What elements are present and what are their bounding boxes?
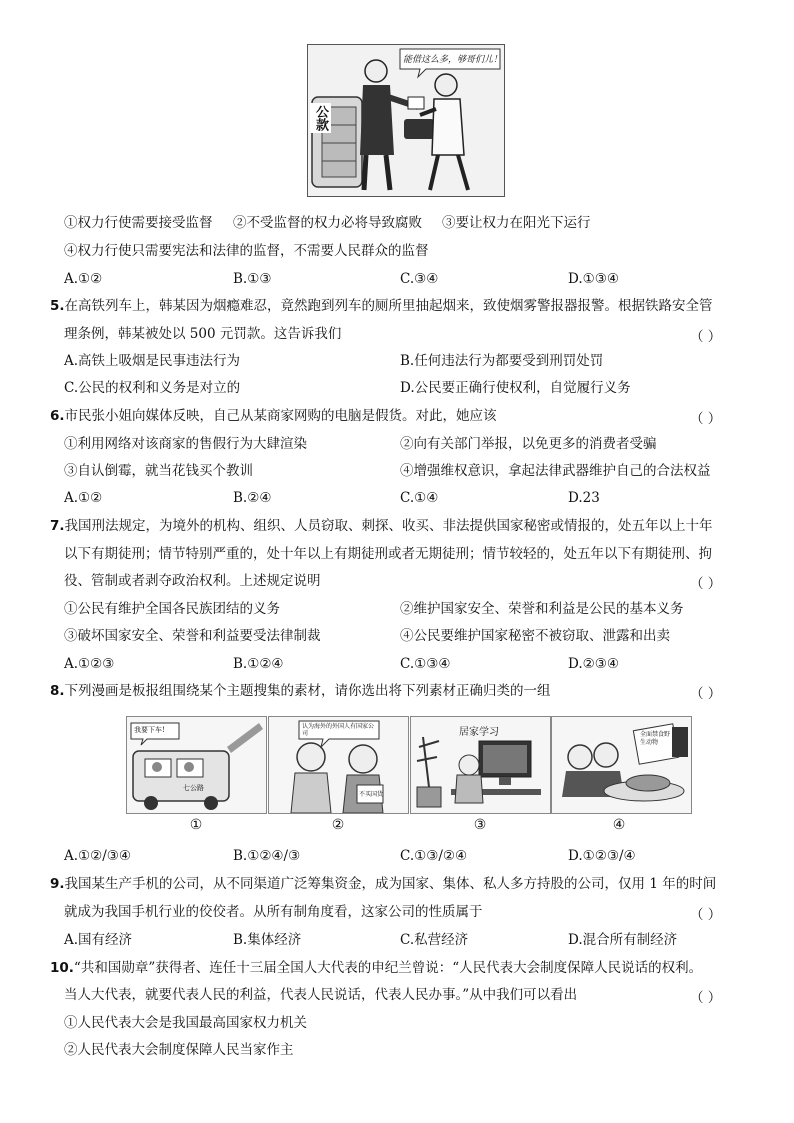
q10-stem-line-2: 当人大代表，就要代表人民的利益，代表人民说话，代表人民办事。”从中我们可以看出 [64, 987, 578, 1003]
q8-answer-paren[interactable]: （ ） [690, 686, 722, 702]
q7-statement-1: ①公民有维护全国各民族团结的义务 [64, 601, 280, 617]
q6-statement-4: ④增强维权意识，拿起法律武器维护自己的合法权益 [400, 463, 711, 479]
q7-answer-paren[interactable]: （ ） [690, 576, 722, 592]
q6-option-c[interactable]: C.①④ [400, 490, 439, 506]
q7-option-d[interactable]: D.②③④ [568, 656, 619, 672]
q7-option-c[interactable]: C.①③④ [400, 656, 451, 672]
q6-statement-3: ③自认倒霉，就当花钱买个教训 [64, 463, 253, 479]
q10-stem-text: “共和国勋章”获得者、连任十三届全国人大代表的申纪兰曾说：“人民代表大会制度保障人民说话的权利。 [73, 960, 703, 976]
q4-option-c[interactable]: C.③④ [400, 271, 439, 287]
q7-stem-line-2: 以下有期徒刑；情节特别严重的，处十年以上有期徒刑或者无期徒刑；情节较轻的，处五年以下有期徒刑、拘 [64, 546, 712, 562]
q7-stem-line-1 [50, 517, 713, 535]
q5-stem-line-1 [50, 297, 713, 315]
q6-stem-text: 市民张小姐向媒体反映，自己从某商家网购的电脑是假货。对此，她应该 [64, 408, 497, 424]
q8-option-d[interactable]: D.①②③/④ [568, 848, 636, 864]
q8-cartoon-panel-4 [551, 716, 692, 814]
q6-statement-2: ②向有关部门举报，以免更多的消费者受骗 [400, 436, 657, 452]
q4-option-a[interactable]: A.①② [64, 271, 103, 287]
panel-2-speech: 认为海外的外国人有国家公司 [302, 723, 375, 737]
q8-cartoon-panel-3 [410, 716, 551, 814]
q6-option-d[interactable]: D.23 [568, 490, 600, 506]
q4-option-b[interactable]: B.①③ [233, 271, 272, 287]
q5-stem-line-2: 理条例，韩某被处以 500 元罚款。这告诉我们 [64, 326, 342, 342]
q10-statement-2: ②人民代表大会制度保障人民当家作主 [64, 1042, 294, 1058]
q8-option-a[interactable]: A.①②/③④ [64, 848, 131, 864]
q7-stem-line-3: 役、管制或者剥夺政治权利。上述规定说明 [64, 573, 321, 589]
q7-statement-2: ②维护国家安全、荣誉和利益是公民的基本义务 [400, 601, 684, 617]
q6-stem [50, 407, 497, 425]
panel-1-speech: 我要下车! [134, 726, 165, 734]
q10-number: 10. [50, 960, 74, 976]
q8-panel-label-4: ④ [612, 817, 626, 833]
q8-cartoon-panel-2 [268, 716, 409, 814]
q4-statement-1: ①权力行使需要接受监督 [64, 215, 213, 231]
q8-cartoon-panel-1 [126, 716, 267, 814]
q8-panel-label-3: ③ [473, 817, 487, 833]
q7-number: 7. [50, 518, 65, 534]
q8-panel-label-2: ② [331, 817, 345, 833]
q4-statement-4: ④权力行使只需要宪法和法律的监督，不需要人民群众的监督 [64, 243, 429, 259]
q10-answer-paren[interactable]: （ ） [690, 990, 722, 1006]
q9-option-a[interactable]: A.国有经济 [64, 932, 133, 948]
q7-statement-4: ④公民要维护国家秘密不被窃取、泄露和出卖 [400, 628, 670, 644]
q5-option-b[interactable]: B.任何违法行为都要受到刑罚处罚 [400, 353, 604, 369]
q7-stem-text: 我国刑法规定，为境外的机构、组织、人员窃取、刺探、收买、非法提供国家秘密或情报的，处五年以上十年 [64, 518, 713, 534]
q8-stem-text: 下列漫画是板报组围绕某个主题搜集的素材，请你选出将下列素材正确归类的一组 [64, 683, 551, 699]
q8-panel-label-1: ① [189, 817, 203, 833]
q5-option-c[interactable]: C.公民的权利和义务是对立的 [64, 380, 241, 396]
q6-answer-paren[interactable]: （ ） [690, 411, 722, 427]
panel-4-sign: 全面禁食野生动物 [640, 731, 671, 746]
q9-stem-line-1 [50, 875, 716, 893]
q8-option-b[interactable]: B.①②④/③ [233, 848, 301, 864]
q9-stem-text: 我国某生产手机的公司，从不同渠道广泛筹集资金，成为国家、集体、私人多方持股的公司，仅用 1 年的时间 [64, 876, 717, 892]
q4-statement-3: ③要让权力在阳光下运行 [442, 215, 591, 231]
q7-option-b[interactable]: B.①②④ [233, 656, 284, 672]
q5-option-a[interactable]: A.高铁上吸烟是民事违法行为 [64, 353, 241, 369]
q9-number: 9. [50, 876, 65, 892]
q7-statement-3: ③破坏国家安全、荣誉和利益要受法律制裁 [64, 628, 321, 644]
q9-option-d[interactable]: D.混合所有制经济 [568, 932, 678, 948]
q8-stem [50, 682, 551, 700]
q10-statement-1: ①人民代表大会是我国最高国家权力机关 [64, 1015, 307, 1031]
q4-statement-2: ②不受监督的权力必将导致腐败 [233, 215, 422, 231]
q9-answer-paren[interactable]: （ ） [690, 907, 722, 923]
q6-option-b[interactable]: B.②④ [233, 490, 272, 506]
q5-answer-paren[interactable]: （ ） [690, 329, 722, 345]
corruption-cartoon [307, 44, 505, 197]
q8-option-c[interactable]: C.①③/②④ [400, 848, 468, 864]
q7-option-a[interactable]: A.①②③ [64, 656, 115, 672]
q6-option-a[interactable]: A.①② [64, 490, 103, 506]
q4-option-d[interactable]: D.①③④ [568, 271, 619, 287]
q9-option-b[interactable]: B.集体经济 [233, 932, 302, 948]
q9-stem-line-2: 就成为我国手机行业的佼佼者。从所有制角度看，这家公司的性质属于 [64, 904, 483, 920]
q8-number: 8. [50, 683, 65, 699]
q6-number: 6. [50, 408, 65, 424]
q9-option-c[interactable]: C.私营经济 [400, 932, 469, 948]
bag-label: 公款 [310, 103, 331, 133]
q5-option-d[interactable]: D.公民要正确行使权利，自觉履行义务 [400, 380, 631, 396]
panel-2-sign: 不买国货 [359, 791, 384, 798]
q6-statement-1: ①利用网络对该商家的售假行为大肆渲染 [64, 436, 307, 452]
q5-number: 5. [50, 298, 65, 314]
q10-stem-line-1 [50, 959, 702, 977]
speech-bubble-text: 能借这么多，够哥们儿！ [403, 55, 503, 65]
q5-stem-text: 在高铁列车上，韩某因为烟瘾难忍，竟然跑到列车的厕所里抽起烟来，致使烟雾警报器报警。根据铁路安全管 [64, 298, 713, 314]
panel-3-title: 居家学习 [459, 727, 499, 738]
panel-1-bus-label: 七公路 [183, 784, 204, 792]
